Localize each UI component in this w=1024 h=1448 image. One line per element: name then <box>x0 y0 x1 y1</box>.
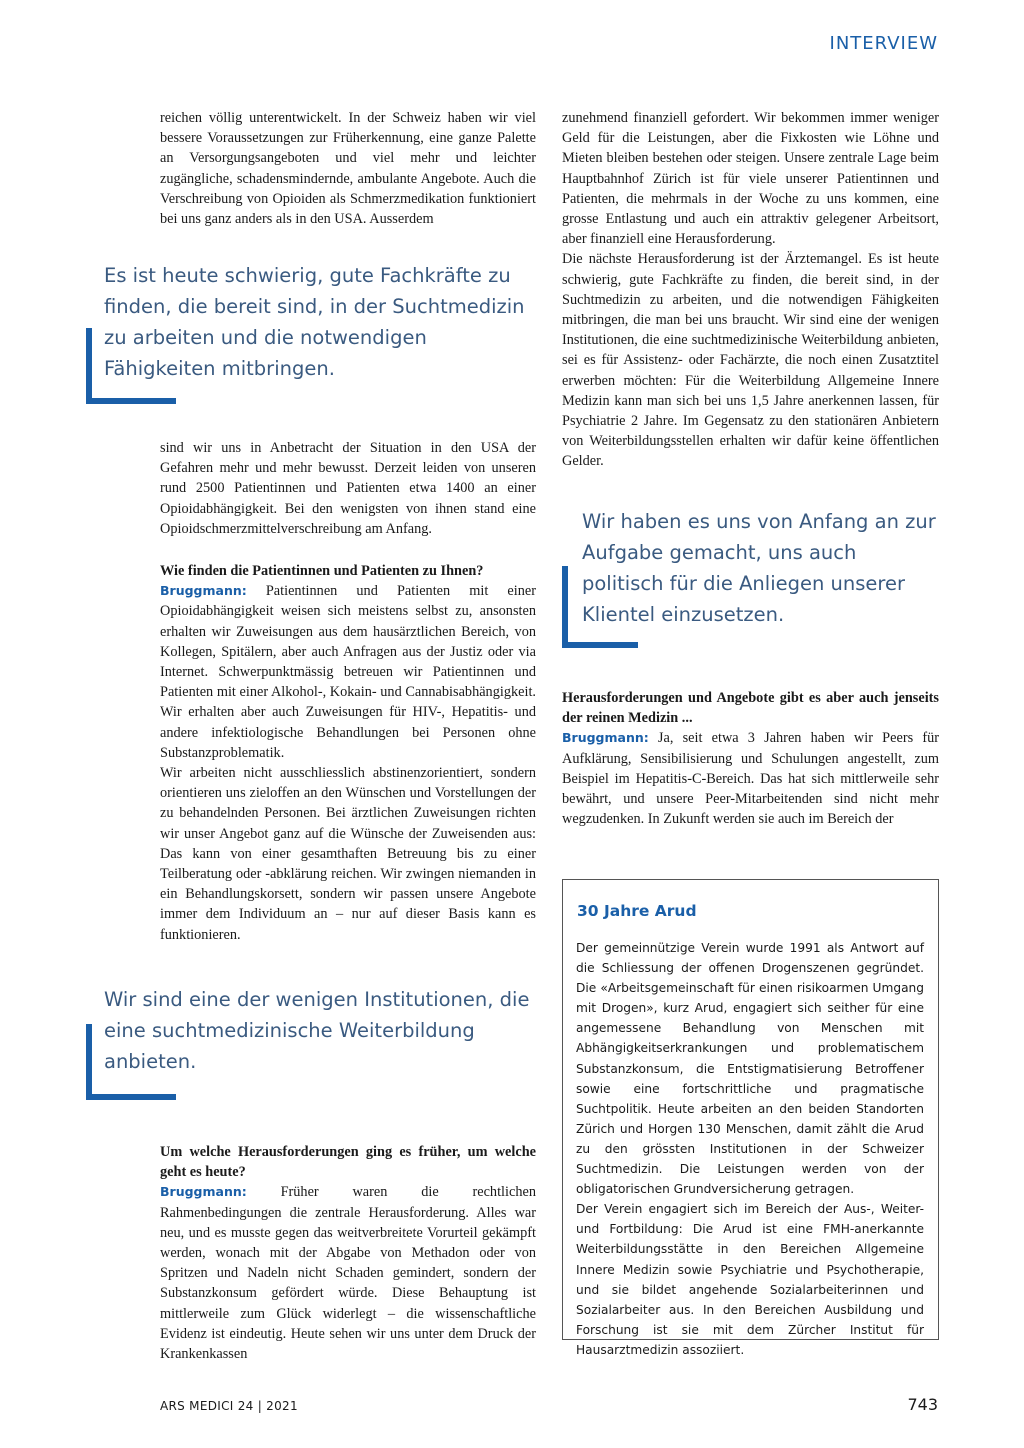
page-number: 743 <box>907 1395 938 1414</box>
question: Wie finden die Patientinnen und Patienten zu Ihnen? <box>160 563 484 580</box>
answer: Bruggmann: Patientinnen und Patienten mit einer Opioidabhängigkeit weisen sich meistens selbst zu, ansonsten erhalten wir Zuweisungen aus dem hausärztlichen Bereich, von Kollegen, Spitälern, aber auch Anfragen aus der Justiz oder via Internet. Schwerpunktmässig betreuen wir Patientinnen und Patienten mit einer Alkohol-, Kokain- und Cannabisabhängigkeit. Wir erhalten aber auch Zuweisungen für HIV-, Hepatitis- und andere infektiologische Behandlungen bei Personen ohne Substanzproblematik. <box>160 583 536 761</box>
speaker-name: Bruggmann: <box>160 1184 247 1200</box>
right-column-bottom <box>562 688 939 829</box>
question: Herausforderungen und Angebote gibt es aber auch jenseits der reinen Medizin ... <box>562 690 939 727</box>
quote-bar-horizontal <box>86 398 176 404</box>
journal-issue: ARS MEDICI 24 | 2021 <box>160 1399 298 1413</box>
quote-bar-horizontal <box>562 642 638 648</box>
info-box <box>562 879 939 1357</box>
pull-quote-2: Wir haben es uns von Anfang an zur Aufgabe gemacht, uns auch politisch für die Anliegen unserer Klientel einzusetzen. <box>582 510 936 626</box>
paragraph: sind wir uns in Anbetracht der Situation in den USA der Gefahren mehr und mehr bewusst. Derzeit leiden von unseren rund 2500 Patientinnen und Patienten etwa 1400 an einer Opioidabhängigkeit. Bei den wenigsten von ihnen stand eine Opioidschmerzmittelverschreibung am Anfang. <box>160 440 536 537</box>
paragraph: Der Verein engagiert sich im Bereich der Aus-, Weiter- und Fortbildung: Die Arud ist eine FMH-anerkannte Weiterbildungsstätte in den Bereichen Allgemeine Innere Medizin sowie Psychiatrie und Psychotherapie, und sie bildet angehende Sozialarbeiterinnen und Sozialarbeiter aus. In den Bereichen Ausbildung und Forschung ist sie mit dem Zürcher Institut für Hausarztmedizin assoziiert. <box>576 1202 924 1357</box>
answer: Bruggmann: Ja, seit etwa 3 Jahren haben wir Peers für Aufklärung, Sensibilisierung und Schulungen angestellt, zum Beispiel im Hepatitis-C-Bereich. Das hat sich mittlerweile sehr bewährt, und unsere Peer-Mitarbeitenden sind nicht mehr wegzudenken. In Zukunft werden sie auch im Bereich der <box>562 730 939 828</box>
left-column-bottom <box>160 1142 536 1364</box>
quote-bar-vertical <box>562 566 568 648</box>
info-box-title: 30 Jahre Arud <box>577 902 697 920</box>
paragraph: Wir arbeiten nicht ausschliesslich abstinenzorientiert, sondern orientieren uns zieloffen an den Wünschen und Vorstellungen der zu behandelnden Personen. Bei ärztlichen Zuweisungen richten wir unser Angebot ganz auf die Wünsche der Zuweisenden aus: Das kann von einer gesamthaften Betreuung bis zu einer Teilberatung oder -abklärung reichen. Wir zwingen niemanden in ein Behandlungskorsett, sondern wir passen unsere Angebote immer dem Individuum an – nur auf dieser Basis kann es funktionieren. <box>160 765 536 943</box>
question: Um welche Herausforderungen ging es früher, um welche geht es heute? <box>160 1144 536 1181</box>
right-column-top <box>562 108 939 472</box>
quote-bar-vertical <box>86 328 92 404</box>
paragraph: Der gemeinnützige Verein wurde 1991 als Antwort auf die Schliessung der offenen Drogenszenen gegründet. Die «Arbeitsgemeinschaft für einen risikoarmen Umgang mit Drogen», kurz Arud, engagiert sich seither für eine angemessene Behandlung von Menschen mit Abhängigkeitserkrankungen und problematischem Substanzkonsum, die Entstigmatisierung Betroffener sowie eine fortschrittliche und pragmatische Suchtpolitik. Heute arbeiten an den beiden Standorten Zürich und Horgen 130 Menschen, damit zählt die Arud zu den grössten Institutionen in der Schweizer Suchtmedizin. Die Leistungen werden von der obligatorischen Grundversicherung getragen. <box>576 941 924 1197</box>
speaker-name: Bruggmann: <box>562 730 649 746</box>
pull-quote-1: Es ist heute schwierig, gute Fachkräfte zu finden, die bereit sind, in der Suchtmedizin zu arbeiten und die notwendigen Fähigkeiten mitbringen. <box>104 264 525 380</box>
quote-bar-vertical <box>86 1024 92 1100</box>
left-column-top <box>160 108 536 229</box>
pull-quote-3: Wir sind eine der wenigen Institutionen, die eine suchtmedizinische Weiterbildung anbieten. <box>104 988 530 1073</box>
answer: Bruggmann: Früher waren die rechtlichen Rahmenbedingungen die zentrale Herausforderung. Alles war neu, und es musste gegen das weitverbreitete Vorurteil gekämpft werden, wonach mit der Abgabe von Methadon oder von Spritzen und Nadeln nicht Schaden gemindert, sondern der Substanzkonsum gefördert würde. Diese Behauptung ist mittlerweile zum Glück widerlegt – die wissenschaftliche Evidenz ist eindeutig. Heute sehen wir uns unter dem Druck der Krankenkassen <box>160 1184 536 1363</box>
section-label: INTERVIEW <box>829 33 938 54</box>
paragraph: Die nächste Herausforderung ist der Ärztemangel. Es ist heute schwierig, gute Fachkräfte zu finden, die bereit sind, in der Suchtmedizin zu arbeiten, und die notwendigen Fähigkeiten mitbringen, die man bei uns braucht. Wir sind eine der wenigen Institutionen, die eine suchtmedizinische Weiterbildung anbieten, sei es für Assistenz- oder Fachärzte, die noch einen Zusatztitel erwerben möchten: Für die Weiterbildung Allgemeine Innere Medizin kann man sich bei uns 1,5 Jahre anerkennen lassen, für Psychiatrie 2 Jahre. Im Gegensatz zu den stationären Anbietern von Weiterbildungsstellen erhalten wir dafür keine öffentlichen Gelder. <box>562 251 939 470</box>
left-column-middle <box>160 438 536 945</box>
speaker-name: Bruggmann: <box>160 583 247 599</box>
paragraph: reichen völlig unterentwickelt. In der Schweiz haben wir viel bessere Voraussetzungen zur Früherkennung, eine ganze Palette an Versorgungsangeboten und viel mehr und leichter zugängliche, schadensmindernde, ambulante Angebote. Auch die Verschreibung von Opioiden als Schmerzmedikation funktioniert bei uns ganz anders als in den USA. Ausserdem <box>160 110 536 228</box>
info-box-body <box>576 938 924 1360</box>
quote-bar-horizontal <box>86 1094 176 1100</box>
paragraph: zunehmend finanziell gefordert. Wir bekommen immer weniger Geld für die Leistungen, aber die Fixkosten wie Löhne und Mieten bleiben bestehen oder steigen. Unsere zentrale Lage beim Hauptbahnhof Zürich ist für viele unserer Patientinnen und Patienten, die mehrmals in der Woche zu uns kommen, eine grosse Entlastung und auch ein attraktiv gelegener Arbeitsort, aber finanziell eine Herausforderung. <box>562 110 939 248</box>
